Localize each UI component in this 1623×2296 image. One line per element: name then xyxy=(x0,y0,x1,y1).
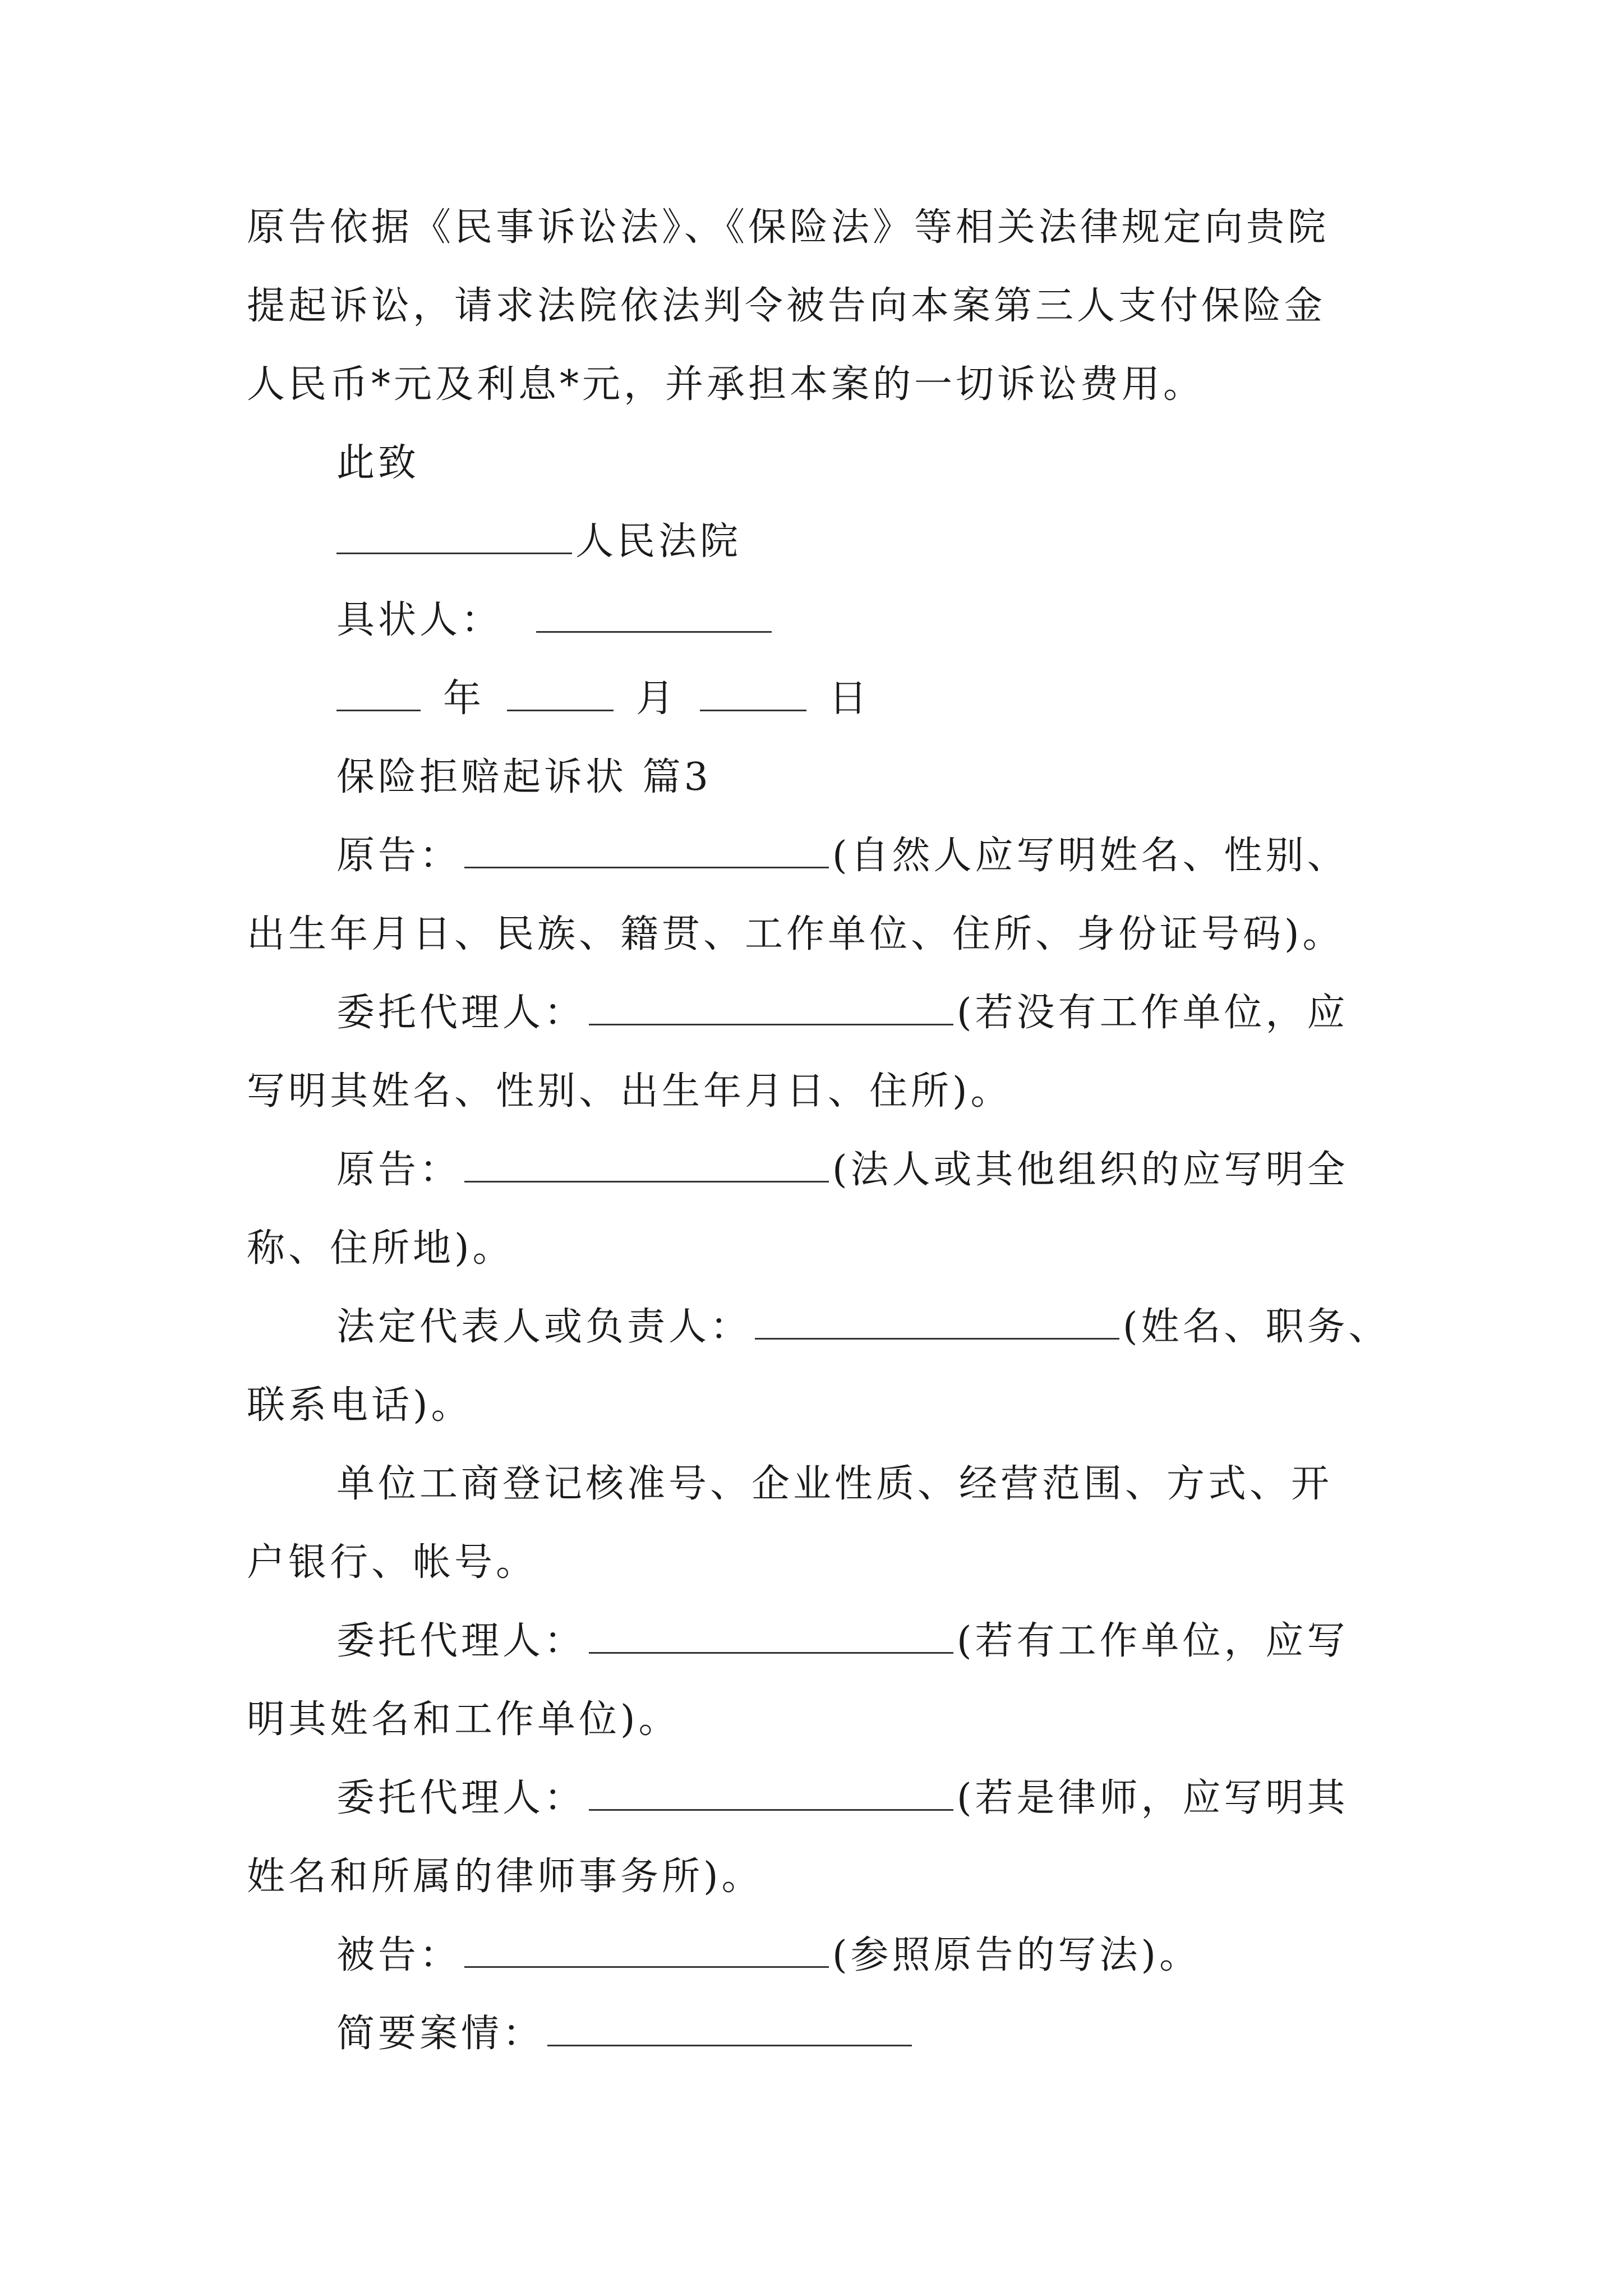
paragraph-line: 称、住所地)。 xyxy=(247,1226,514,1271)
agent-blank xyxy=(589,990,953,1025)
paragraph-line: 人民币*元及利息*元，并承担本案的一切诉讼费用。 xyxy=(247,362,1205,407)
court-line xyxy=(247,503,1391,581)
year-label: 年 xyxy=(443,677,485,721)
plaintiff-label: 原告： xyxy=(336,834,462,878)
plaintiff-org-blank xyxy=(464,1147,829,1182)
plaintiff-org-label: 原告： xyxy=(336,1148,462,1192)
agent-blank xyxy=(589,1775,953,1811)
court-name-blank xyxy=(336,519,572,554)
legal-rep-note: (姓名、职务、 xyxy=(1123,1305,1390,1349)
paragraph-line: 写明其姓名、性别、出生年月日、住所)。 xyxy=(247,1069,1012,1114)
defendant-label: 被告： xyxy=(336,1933,462,1977)
case-summary-label: 简要案情： xyxy=(336,2012,545,2056)
date-line xyxy=(247,660,1391,738)
paragraph-line: 户银行、帐号。 xyxy=(247,1540,538,1585)
agent-label: 委托代理人： xyxy=(336,1776,586,1820)
document-body xyxy=(247,188,1391,2073)
salutation: 此致 xyxy=(336,441,420,485)
legal-rep-line xyxy=(247,1288,1391,1366)
section-heading: 保险拒赔起诉状 篇3 xyxy=(336,755,712,799)
agent-line xyxy=(247,1602,1391,1681)
case-summary-blank xyxy=(547,2011,912,2046)
agent-label: 委托代理人： xyxy=(336,991,586,1035)
agent-line xyxy=(247,1759,1391,1838)
month-label: 月 xyxy=(636,677,678,721)
day-label: 日 xyxy=(829,677,871,721)
paragraph-line: 姓名和所属的律师事务所)。 xyxy=(247,1855,763,1899)
agent-line xyxy=(247,974,1391,1052)
case-summary-line xyxy=(247,1995,1391,2073)
agent-note: (若有工作单位，应写 xyxy=(957,1619,1349,1663)
legal-rep-blank xyxy=(755,1304,1119,1340)
paragraph-line: 联系电话)。 xyxy=(247,1383,473,1428)
agent-blank xyxy=(589,1618,953,1654)
court-suffix: 人民法院 xyxy=(575,519,742,564)
paragraph-line: 出生年月日、民族、籍贯、工作单位、住所、身份证号码)。 xyxy=(247,912,1344,956)
year-blank xyxy=(336,676,421,711)
agent-note: (若是律师，应写明其 xyxy=(957,1776,1349,1820)
plaintiff-blank xyxy=(464,833,829,868)
defendant-blank xyxy=(464,1932,829,1968)
plaintiff-org-note: (法人或其他组织的应写明全 xyxy=(832,1148,1349,1192)
signer-line xyxy=(247,581,1391,660)
legal-rep-label: 法定代表人或负责人： xyxy=(336,1305,752,1349)
signer-label: 具状人： xyxy=(336,598,503,642)
defendant-line xyxy=(247,1916,1391,1995)
agent-label: 委托代理人： xyxy=(336,1619,586,1663)
plaintiff-line xyxy=(247,817,1391,895)
paragraph-line: 单位工商登记核准号、企业性质、经营范围、方式、开 xyxy=(336,1462,1333,1506)
plaintiff-org-line xyxy=(247,1131,1391,1209)
agent-note: (若没有工作单位，应 xyxy=(957,991,1349,1035)
defendant-note: (参照原告的写法)。 xyxy=(832,1933,1201,1977)
paragraph-line: 明其姓名和工作单位)。 xyxy=(247,1697,680,1742)
paragraph-line: 提起诉讼，请求法院依法判令被告向本案第三人支付保险金 xyxy=(247,284,1326,328)
month-blank xyxy=(507,676,614,711)
plaintiff-note: (自然人应写明姓名、性别、 xyxy=(832,834,1349,878)
paragraph-line: 原告依据《民事诉讼法》、《保险法》等相关法律规定向贵院 xyxy=(247,205,1330,250)
signer-blank xyxy=(536,597,772,633)
day-blank xyxy=(700,676,806,711)
